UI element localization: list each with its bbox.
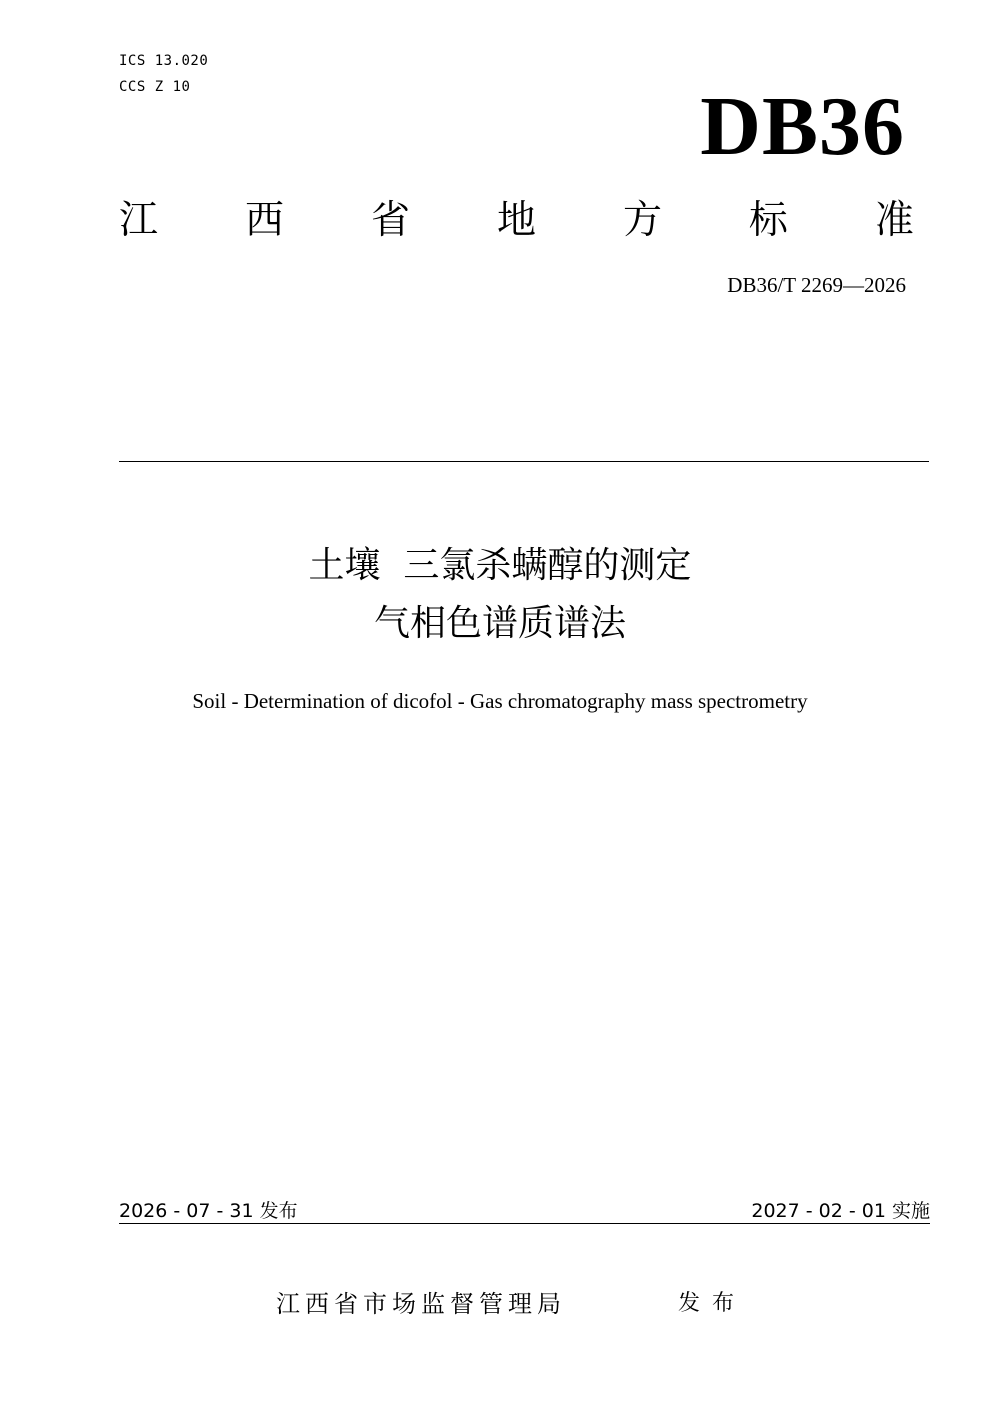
standard-type-char: 地: [496, 198, 536, 243]
english-title: Soil - Determination of dicofol - Gas chromatography mass spectrometry: [192, 689, 808, 713]
issue-label: 发布: [678, 1291, 747, 1316]
standard-type-heading: [119, 196, 914, 246]
standard-type-char: 方: [622, 198, 662, 243]
ccs-code: CCS Z 10: [119, 79, 191, 95]
standard-number: DB36/T 2269—2026: [727, 273, 906, 297]
standard-type-char: 江: [119, 198, 159, 243]
document-title-line-2: 气相色谱质谱法: [373, 603, 626, 644]
footer-divider: [119, 1223, 930, 1224]
issuing-authority: 江西省市场监督管理局: [276, 1290, 566, 1318]
header-divider: [119, 461, 929, 462]
ics-code: ICS 13.020: [119, 53, 209, 69]
standard-type-char: 标: [748, 198, 788, 243]
standard-type-char: 西: [244, 198, 284, 243]
standard-code-logo: DB36: [700, 80, 905, 173]
publish-date: 2026 - 07 - 31 发布: [119, 1200, 298, 1222]
standard-type-char: 准: [874, 198, 914, 243]
implement-date: 2027 - 02 - 01 实施: [751, 1200, 930, 1222]
standard-type-char: 省: [370, 198, 410, 243]
document-title-line-1: 土壤 三氯杀螨醇的测定: [308, 545, 692, 586]
